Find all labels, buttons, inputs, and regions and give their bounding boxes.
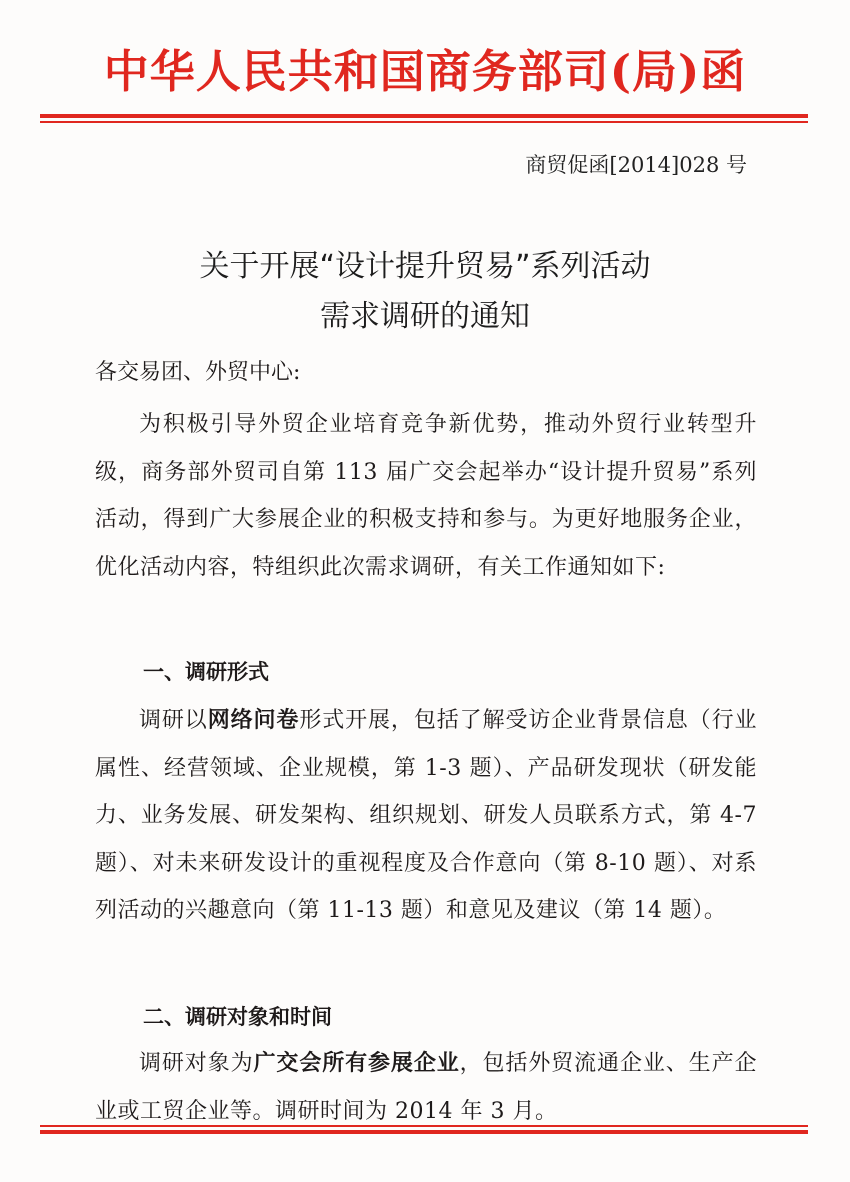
section-1-text-after: 形式开展，包括了解受访企业背景信息（行业属性、经营领域、企业规模，第 1-3 题）、产品研发现状（研发能力、业务发展、研发架构、组织规划、研发人员联系方式，第 4-7 题）、对未来研发设计的重视程度及合作意向（第 8-10 题）、对系列活动的兴趣意向（第 11-13 题）和意见及建议（第 14 题）。 [95, 708, 757, 923]
section-2-text-before: 调研对象为 [139, 1051, 254, 1076]
document-title-line-2: 需求调研的通知 [320, 299, 530, 334]
section-2-paragraph [95, 1040, 757, 1135]
footer-divider-thin [40, 1125, 808, 1127]
footer-divider-thick [40, 1130, 808, 1134]
section-heading-1: 一、调研形式 [143, 660, 269, 684]
section-heading-2: 二、调研对象和时间 [143, 1005, 332, 1029]
section-1-text-bold: 网络问卷 [207, 708, 300, 733]
document-number: 商贸促函[2014]028 号 [525, 153, 747, 177]
letterhead-divider-thick [40, 114, 808, 118]
section-1-paragraph [95, 697, 757, 935]
section-2-text-after: ，包括外贸流通企业、生产企业或工贸企业等。调研时间为 2014 年 3 月。 [95, 1051, 757, 1124]
letterhead-title: 中华人民共和国商务部司(局)函 [103, 45, 747, 98]
document-title-line-1: 关于开展“设计提升贸易”系列活动 [199, 249, 651, 284]
letterhead-divider-thin [40, 121, 808, 123]
addressee: 各交易团、外贸中心: [95, 360, 301, 385]
section-2-text-bold: 广交会所有参展企业 [253, 1051, 460, 1076]
intro-paragraph: 为积极引导外贸企业培育竞争新优势，推动外贸行业转型升级，商务部外贸司自第 113 届广交会起举办“设计提升贸易”系列活动，得到广大参展企业的积极支持和参与。为更好地服务企业，优化活动内容，特组织此次需求调研，有关工作通知如下: [95, 412, 757, 580]
section-1-text-before: 调研以 [139, 708, 208, 733]
